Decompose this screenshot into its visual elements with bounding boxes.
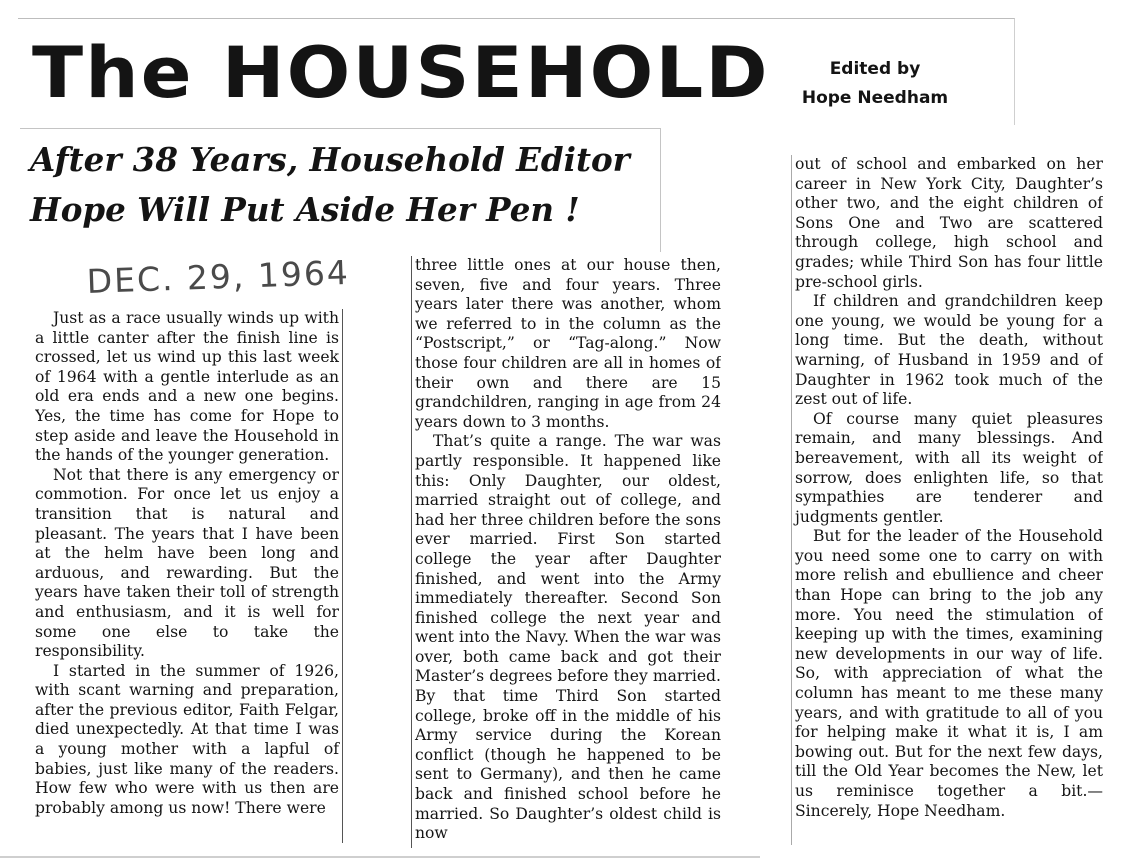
paragraph: If children and grandchildren keep one young, we would be young for a long time. But the death, without warning, of Husband in 1959 and of Daughter in 1962 took much of the zest out of life. [795, 292, 1103, 409]
editor-name: Hope Needham [801, 88, 949, 108]
headline-clipping [20, 128, 661, 252]
paragraph: But for the leader of the Household you need some one to carry on with more relish and ebullience and cheer than Hope can bring to the job any more. You need the stimulation of keeping up with the times, examining new developments in our way of life. So, with appreciation of what the column has meant to me these many years, and with gratitude to all of you for helping make it what it is, I am bowing out. But for the next few days, till the Old Year becomes the New, let us reminisce together a bit.—Sincerely, Hope Needham. [795, 527, 1103, 820]
paragraph: Of course many quiet pleasures remain, and many blessings. And bereavement, with all its weight of sorrow, does enlighten life, so that sympathies are tenderer and judgments gentler. [795, 409, 1103, 526]
masthead-clipping [18, 18, 1015, 125]
handwritten-date: DEC. 29, 1964 [86, 252, 351, 301]
edited-by-label: Edited by [829, 59, 921, 79]
article-column-3 [791, 155, 1103, 845]
masthead-editor-credit [790, 55, 960, 113]
headline-line-2: Hope Will Put Aside Her Pen ! [30, 190, 580, 229]
paragraph: I started in the summer of 1926, with scant warning and preparation, after the previous editor, Faith Felgar, died unexpectedly. At that time I was a young mother with a lapful of babies, just like many of the readers. How few who were with us then are probably among us now! There were [35, 661, 339, 817]
article-column-2 [411, 256, 721, 848]
headline-line-1: After 38 Years, Household Editor [30, 140, 630, 179]
paragraph: out of school and embarked on her career in New York City, Daughter’s other two, and the eight children of Sons One and Two are scattered through college, high school and grades; while Third Son has four little pre-school girls. [795, 155, 1103, 291]
article-column-1 [35, 309, 343, 843]
paragraph: Not that there is any emergency or commotion. For once let us enjoy a transition that is natural and pleasant. The years that I have been at the helm have been long and arduous, and rewarding. But the years have taken their toll of strength and enthusiasm, and it is well for some one else to take the responsibility. [35, 465, 339, 661]
article-headline [30, 135, 630, 235]
paragraph: That’s quite a range. The war was partly responsible. It happened like this: Only Daughter, our oldest, married straight out of college, and had her three children before the sons ever married. First Son started college the year after Daughter finished, and went into the Army immediately thereafter. Second Son finished college the next year and went into the Navy. When the war was over, both came back and got their Master’s degrees before they married. By that time Third Son started college, broke off in the middle of his Army service during the Korean conflict (though he happened to be sent to Germany), and then he came back and finished school before he married. So Daughter’s oldest child is now [415, 432, 721, 843]
paragraph: Just as a race usually winds up with a little canter after the finish line is crossed, let us wind up this last week of 1964 with a gentle interlude as an old era ends and a new one begins. Yes, the time has come for Hope to step aside and leave the Household in the hands of the younger generation. [35, 309, 339, 465]
page-edge-shadow [0, 856, 760, 858]
paragraph: three little ones at our house then, seven, five and four years. Three years later there was another, whom we referred to in the column as the “Postscript,” or “Tag-along.” Now those four children are all in homes of their own and there are 15 grandchildren, ranging in age from 24 years down to 3 months. [415, 256, 721, 431]
masthead-title: The HOUSEHOLD [32, 32, 770, 114]
